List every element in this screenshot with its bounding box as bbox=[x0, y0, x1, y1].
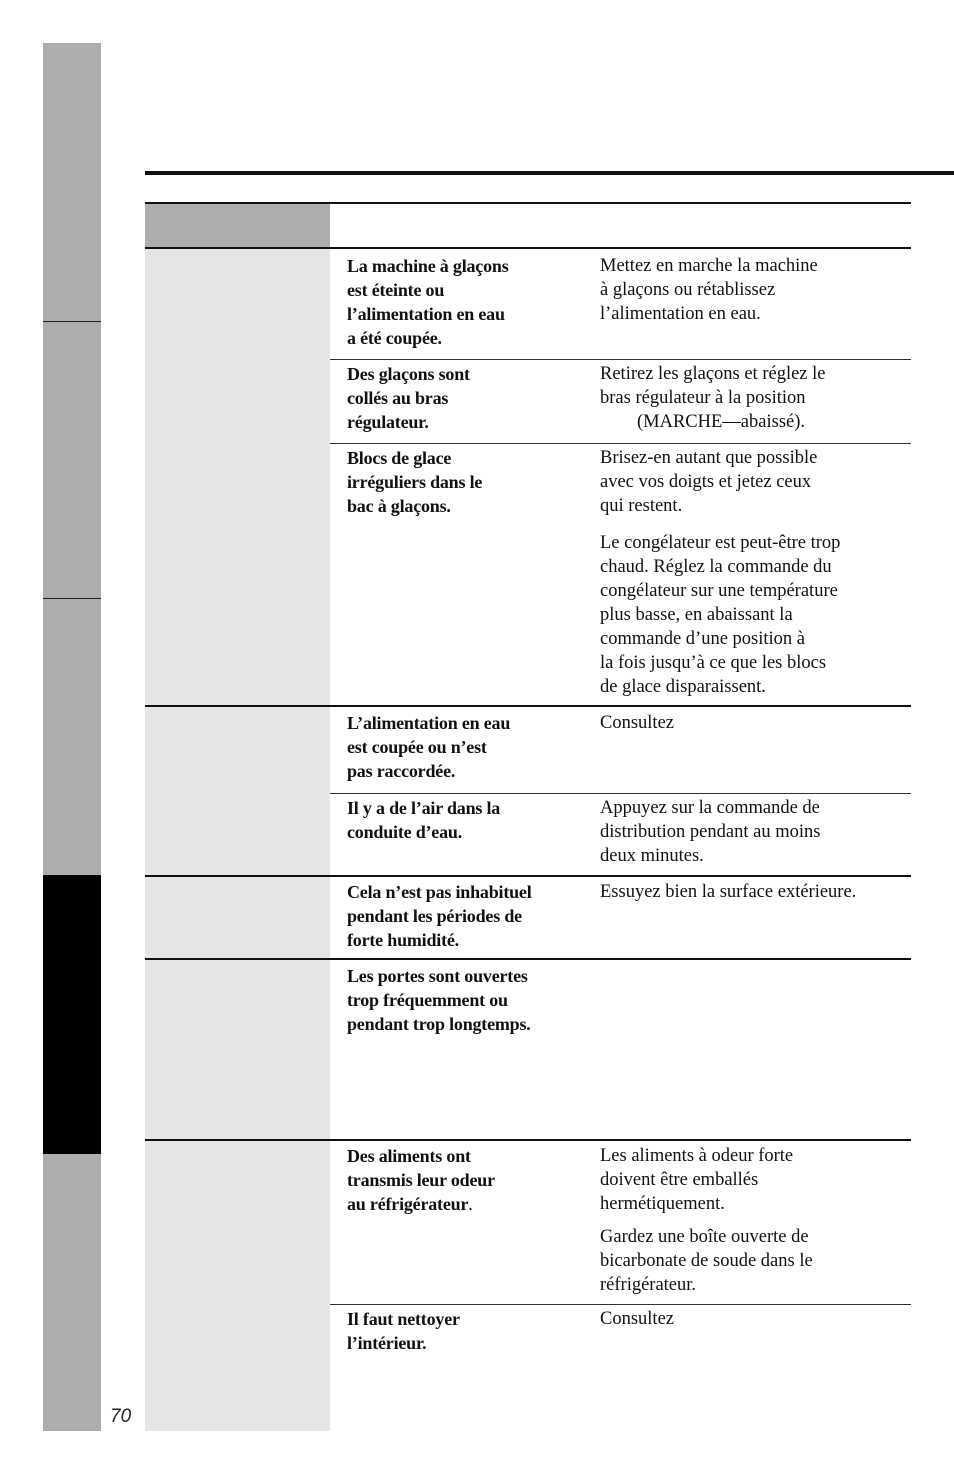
cause-air-in-line: Il y a de l’air dans la conduite d’eau. bbox=[347, 798, 501, 842]
page-number: 70 bbox=[110, 1406, 132, 1427]
side-tab-3[interactable] bbox=[43, 599, 101, 875]
cause-clean-interior: Il faut nettoyer l’intérieur. bbox=[347, 1309, 460, 1353]
remedy-food-odors-1: Les aliments à odeur forte doivent être emballés hermétiquement. bbox=[600, 1146, 794, 1214]
remedy-water-off: Consultez bbox=[600, 713, 674, 733]
row-divider bbox=[330, 1304, 911, 1305]
group-divider bbox=[145, 1139, 911, 1141]
remedy-irregular-clumps-2: Le congélateur est peut-être trop chaud. Réglez la commande du congélateur sur une température plus basse, en abaissant la commande d’une position à la fois jusqu’à ce que les blocs de glace disparaissent. bbox=[600, 533, 841, 697]
cause-irregular-clumps: Blocs de glace irréguliers dans le bac à glaçons. bbox=[347, 448, 483, 516]
group-divider bbox=[145, 705, 911, 707]
cause-cubes-stuck: Des glaçons sont collés au bras régulateur. bbox=[347, 364, 470, 432]
side-tab-1[interactable] bbox=[43, 43, 101, 321]
cause-food-odors: Des aliments ont transmis leur odeur au réfrigérateur. bbox=[347, 1146, 495, 1214]
remedy-irregular-clumps-1: Brisez-en autant que possible avec vos doigts et jetez ceux qui restent. bbox=[600, 448, 818, 516]
cause-humidity: Cela n’est pas inhabituel pendant les périodes de forte humidité. bbox=[347, 882, 532, 950]
group-divider bbox=[145, 875, 911, 877]
problem-column bbox=[145, 249, 330, 1431]
cause-doors-open: Les portes sont ouvertes trop fréquemment ou pendant trop longtemps. bbox=[347, 966, 531, 1034]
remedy-food-odors-2: Gardez une boîte ouverte de bicarbonate de soude dans le réfrigérateur. bbox=[600, 1227, 813, 1295]
side-tab-5[interactable] bbox=[43, 1154, 101, 1431]
cause-ice-maker-off: La machine à glaçons est éteinte ou l’alimentation en eau a été coupée. bbox=[347, 256, 509, 348]
remedy-humidity: Essuyez bien la surface extérieure. bbox=[600, 882, 857, 902]
top-rule bbox=[145, 171, 954, 175]
row-divider bbox=[330, 443, 911, 444]
row-divider bbox=[330, 359, 911, 360]
row-divider bbox=[330, 793, 911, 794]
side-tab-2[interactable] bbox=[43, 322, 101, 598]
remedy-clean-interior: Consultez bbox=[600, 1309, 674, 1329]
remedy-air-in-line: Appuyez sur la commande de distribution pendant au moins deux minutes. bbox=[600, 798, 821, 866]
remedy-ice-maker-off: Mettez en marche la machine à glaçons ou rétablissez l’alimentation en eau. bbox=[600, 256, 818, 324]
remedy-cubes-stuck: Retirez les glaçons et réglez le bras régulateur à la position (MARCHE—abaissé). bbox=[600, 364, 826, 432]
table-header-cell bbox=[145, 204, 330, 247]
side-tab-active[interactable] bbox=[43, 875, 101, 1154]
group-divider bbox=[145, 958, 911, 960]
cause-water-off: L’alimentation en eau est coupée ou n’est pas raccordée. bbox=[347, 713, 511, 781]
